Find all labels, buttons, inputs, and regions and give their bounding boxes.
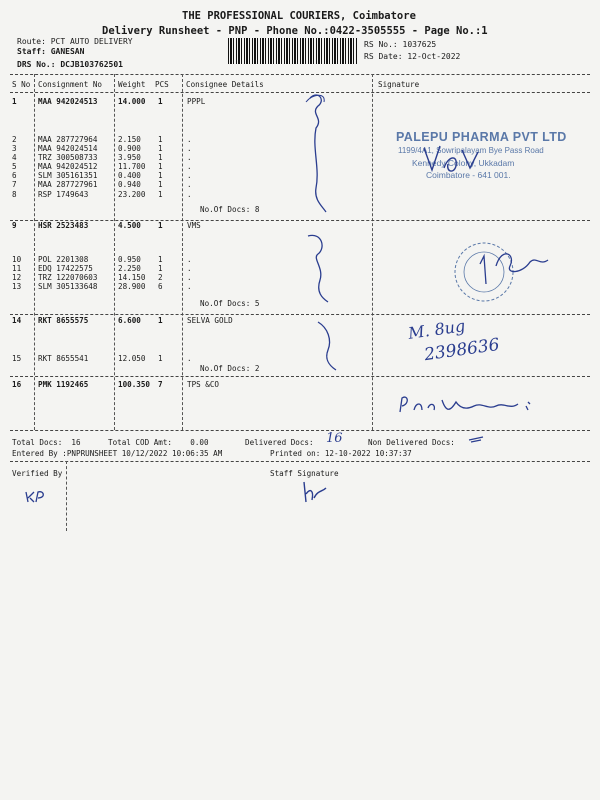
handwritten-signature [296, 88, 346, 218]
row-pcs: 1 [158, 316, 163, 325]
row-weight: 23.200 [118, 190, 146, 199]
delivered-docs-label: Delivered Docs: [245, 438, 314, 447]
row-consignment-no: SLM 305133648 [38, 282, 98, 291]
row-sno: 2 [12, 135, 17, 144]
row-sno: 1 [12, 97, 17, 106]
row-weight: 14.000 [118, 97, 146, 106]
stamp-address-line: Coimbatore - 641 001. [426, 170, 511, 180]
row-pcs: 2 [158, 273, 163, 282]
row-consignment-no: MAA 942024514 [38, 144, 98, 153]
handwritten-name-text [400, 396, 469, 409]
row-sno: 6 [12, 171, 17, 180]
row-consignee: . [187, 171, 192, 180]
col-header-consignee: Consignee Details [186, 80, 264, 89]
row-weight: 28.900 [118, 282, 146, 291]
row-weight: 100.350 [118, 380, 151, 389]
row-consignee: TPS &CO [187, 380, 220, 389]
document-subtitle: Delivery Runsheet - PNP - Phone No.:0422-3505555 - Page No.:1 [102, 25, 488, 37]
row-consignment-no: HSR 2523483 [38, 221, 89, 230]
staff-signature-label: Staff Signature [270, 469, 339, 478]
row-sno: 5 [12, 162, 17, 171]
row-consignee: . [187, 162, 192, 171]
row-consignment-no: SLM 305161351 [38, 171, 98, 180]
row-pcs: 1 [158, 153, 163, 162]
row-consignee: VMS [187, 221, 201, 230]
row-sno: 13 [12, 282, 22, 291]
row-consignment-no: POL 2201308 [38, 255, 89, 264]
handwritten-signature [300, 228, 350, 306]
row-sno: 12 [12, 273, 22, 282]
rs-number: RS No.: 1037625 [364, 40, 437, 49]
col-header-signature: Signature [378, 80, 420, 89]
divider [10, 461, 590, 462]
row-weight: 6.600 [118, 316, 141, 325]
row-consignment-no: MAA 942024512 [38, 162, 98, 171]
row-pcs: 1 [158, 135, 163, 144]
row-consignee: . [187, 273, 192, 282]
rs-date: RS Date: 12-Oct-2022 [364, 52, 461, 61]
drs-number: DRS No.: DCJB103762501 [17, 60, 123, 69]
staff-label: Staff: GANESAN [17, 47, 85, 56]
row-sno: 14 [12, 316, 22, 325]
row-sno: 15 [12, 354, 22, 363]
row-weight: 0.400 [118, 171, 141, 180]
row-consignee: PPPL [187, 97, 206, 106]
row-consignment-no: RKT 8655541 [38, 354, 89, 363]
row-weight: 3.950 [118, 153, 141, 162]
row-consignee: . [187, 255, 192, 264]
row-sno: 8 [12, 190, 17, 199]
row-sno: 16 [12, 380, 22, 389]
printed-on: Printed on: 12-10-2022 10:37:37 [270, 449, 412, 458]
row-pcs: 1 [158, 354, 163, 363]
row-consignee: . [187, 264, 192, 273]
row-pcs: 1 [158, 171, 163, 180]
row-consignee: . [187, 180, 192, 189]
row-consignment-no: RKT 8655575 [38, 316, 89, 325]
row-weight: 12.050 [118, 354, 146, 363]
row-pcs: 1 [158, 190, 163, 199]
row-sno: 10 [12, 255, 22, 264]
total-cod: Total COD Amt: 0.00 [108, 438, 209, 447]
row-sno: 11 [12, 264, 22, 273]
non-delivered-label: Non Delivered Docs: [368, 438, 455, 447]
row-weight: 0.950 [118, 255, 141, 264]
stamp-address-line: Kennedy Colony, Ukkadam [412, 158, 515, 168]
row-pcs: 1 [158, 97, 163, 106]
row-weight: 0.940 [118, 180, 141, 189]
row-pcs: 6 [158, 282, 163, 291]
row-consignee: . [187, 190, 192, 199]
col-header-consignment: Consignment No [38, 80, 103, 89]
row-consignment-no: EDQ 17422575 [38, 264, 93, 273]
row-sno: 4 [12, 153, 17, 162]
row-consignment-no: MAA 942024513 [38, 97, 98, 106]
row-weight: 11.700 [118, 162, 146, 171]
group-doc-count: No.Of Docs: 2 [200, 364, 260, 373]
row-sno: 3 [12, 144, 17, 153]
row-weight: 2.250 [118, 264, 141, 273]
row-sno: 9 [12, 221, 17, 230]
verified-by-label: Verified By [12, 469, 63, 478]
row-weight: 4.500 [118, 221, 141, 230]
row-consignee: . [187, 153, 192, 162]
group-doc-count: No.Of Docs: 5 [200, 299, 260, 308]
verifier-initials [24, 488, 50, 506]
col-header-sno: S No [12, 80, 31, 89]
entered-by: Entered By :PNPRUNSHEET 10/12/2022 10:06:35 AM [12, 449, 223, 458]
staff-signature [300, 480, 330, 506]
stamp-address-line: 1199/4A1, Sowripalayam Bye Pass Road [398, 146, 544, 155]
row-pcs: 1 [158, 162, 163, 171]
group-divider [10, 430, 590, 431]
row-pcs: 7 [158, 380, 163, 389]
col-header-weight: Weight [118, 80, 146, 89]
row-consignment-no: TRZ 122070603 [38, 273, 98, 282]
row-pcs: 1 [158, 221, 163, 230]
group-divider [10, 314, 590, 315]
row-weight: 2.150 [118, 135, 141, 144]
row-consignment-no: PMK 1192465 [38, 380, 89, 389]
handwritten-dash [467, 434, 487, 444]
row-weight: 14.150 [118, 273, 146, 282]
round-seal [452, 226, 552, 312]
handwritten-initials [418, 138, 488, 178]
barcode [228, 38, 358, 64]
row-consignment-no: RSP 1749643 [38, 190, 89, 199]
group-divider [10, 220, 590, 221]
row-pcs: 1 [158, 180, 163, 189]
row-consignment-no: MAA 287727964 [38, 135, 98, 144]
route-label: Route: PCT AUTO DELIVERY [17, 37, 133, 46]
col-header-pcs: PCS [155, 80, 169, 89]
row-consignee: . [187, 135, 192, 144]
row-consignee: . [187, 282, 192, 291]
column-divider [66, 461, 67, 531]
row-consignment-no: MAA 287727961 [38, 180, 98, 189]
row-consignee: . [187, 144, 192, 153]
row-sno: 7 [12, 180, 17, 189]
handwritten-number: 2398636 [422, 334, 501, 366]
row-pcs: 1 [158, 264, 163, 273]
stamp-company-name: PALEPU PHARMA PVT LTD [396, 130, 567, 144]
row-pcs: 1 [158, 255, 163, 264]
total-docs: Total Docs: 16 [12, 438, 81, 447]
document-title: THE PROFESSIONAL COURIERS, Coimbatore [182, 10, 416, 22]
group-doc-count: No.Of Docs: 8 [200, 205, 260, 214]
delivered-docs-handwritten: 16 [326, 431, 343, 446]
row-consignee: SELVA GOLD [187, 316, 233, 325]
handwritten-signature [314, 318, 342, 374]
group-divider [10, 376, 590, 377]
row-pcs: 1 [158, 144, 163, 153]
divider [10, 74, 590, 75]
row-consignment-no: TRZ 300508733 [38, 153, 98, 162]
row-weight: 0.900 [118, 144, 141, 153]
handwritten-mobile: M. 8ug [406, 316, 467, 343]
row-consignee: . [187, 354, 192, 363]
